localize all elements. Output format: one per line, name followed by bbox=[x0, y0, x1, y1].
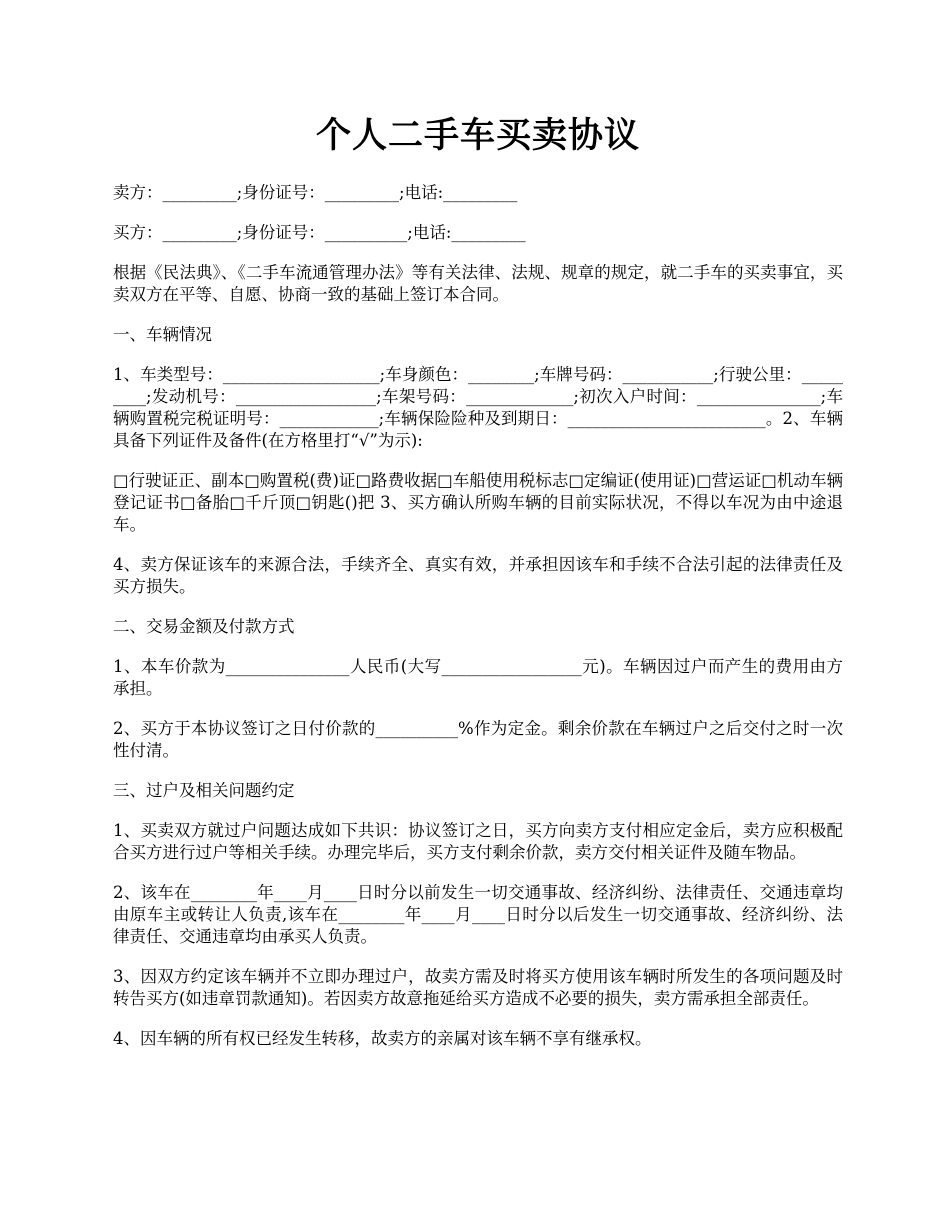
price-paragraph: 1、本车价款为_______________人民币(大写_________________元)。车辆因过户而产生的费用由方承担。 bbox=[113, 657, 843, 698]
preamble-paragraph: 根据《民法典》、《二手车流通管理办法》等有关法律、法规、规章的规定，就二手车的买卖事宜，买卖双方在平等、自愿、协商一致的基础上签订本合同。 bbox=[113, 263, 843, 304]
contract-page bbox=[113, 112, 843, 1068]
section-heading-vehicle: 一、车辆情况 bbox=[113, 325, 212, 344]
ownership-paragraph: 4、因车辆的所有权已经发生转移，故卖方的亲属对该车辆不享有继承权。 bbox=[113, 1029, 652, 1048]
vehicle-details-paragraph: 1、车类型号：___________________;车身颜色：________;车牌号码：___________;行驶公里：_________;发动机号：_________________;车架号码：_____________;初次入户时间：_______________;车辆购置税完税证明号：____________;车辆保险险种及到期日：________________________。2、车辆具备下列证件及备件(在方格里打“√”为示): bbox=[113, 365, 843, 450]
documents-checklist-paragraph: □行驶证正、副本□购置税(费)证□路费收据□车船使用税标志□定编证(使用证)□营运证□机动车辆登记证书□备胎□千斤顶□钥匙()把 3、买方确认所购车辆的目前实际状况，不得以车况为由中途退车。 bbox=[113, 471, 843, 534]
section-heading-payment: 二、交易金额及付款方式 bbox=[113, 617, 295, 636]
notification-paragraph: 3、因双方约定该车辆并不立即办理过户，故卖方需及时将买方使用该车辆时所发生的各项问题及时转告买方(如违章罚款通知)。若因卖方故意拖延给买方造成不必要的损失，卖方需承担全部责任。 bbox=[113, 967, 843, 1008]
buyer-info-line: 买方：_________;身份证号：__________;电话:_________ bbox=[113, 223, 526, 242]
liability-date-paragraph: 2、该车在________年____月____日时分以前发生一切交通事故、经济纠纷、法律责任、交通违章均由原车主或转让人负责,该车在________年____月____日时分以后发生一切交通事故、经济纠纷、法律责任、交通违章均由承买人负责。 bbox=[113, 883, 843, 946]
seller-guarantee-paragraph: 4、卖方保证该车的来源合法，手续齐全、真实有效，并承担因该车和手续不合法引起的法律责任及买方损失。 bbox=[113, 555, 843, 596]
document-title: 个人二手车买卖协议 bbox=[315, 115, 640, 156]
transfer-consensus-paragraph: 1、买卖双方就过户问题达成如下共识：协议签订之日，买方向卖方支付相应定金后，卖方应积极配合买方进行过户等相关手续。办理完毕后，买方支付剩余价款，卖方交付相关证件及随车物品。 bbox=[113, 821, 843, 862]
section-heading-transfer: 三、过户及相关问题约定 bbox=[113, 781, 295, 800]
deposit-paragraph: 2、买方于本协议签订之日付价款的__________%作为定金。剩余价款在车辆过户之后交付之时一次性付清。 bbox=[113, 719, 843, 760]
seller-info-line: 卖方：_________;身份证号：_________;电话:_________ bbox=[113, 183, 518, 202]
